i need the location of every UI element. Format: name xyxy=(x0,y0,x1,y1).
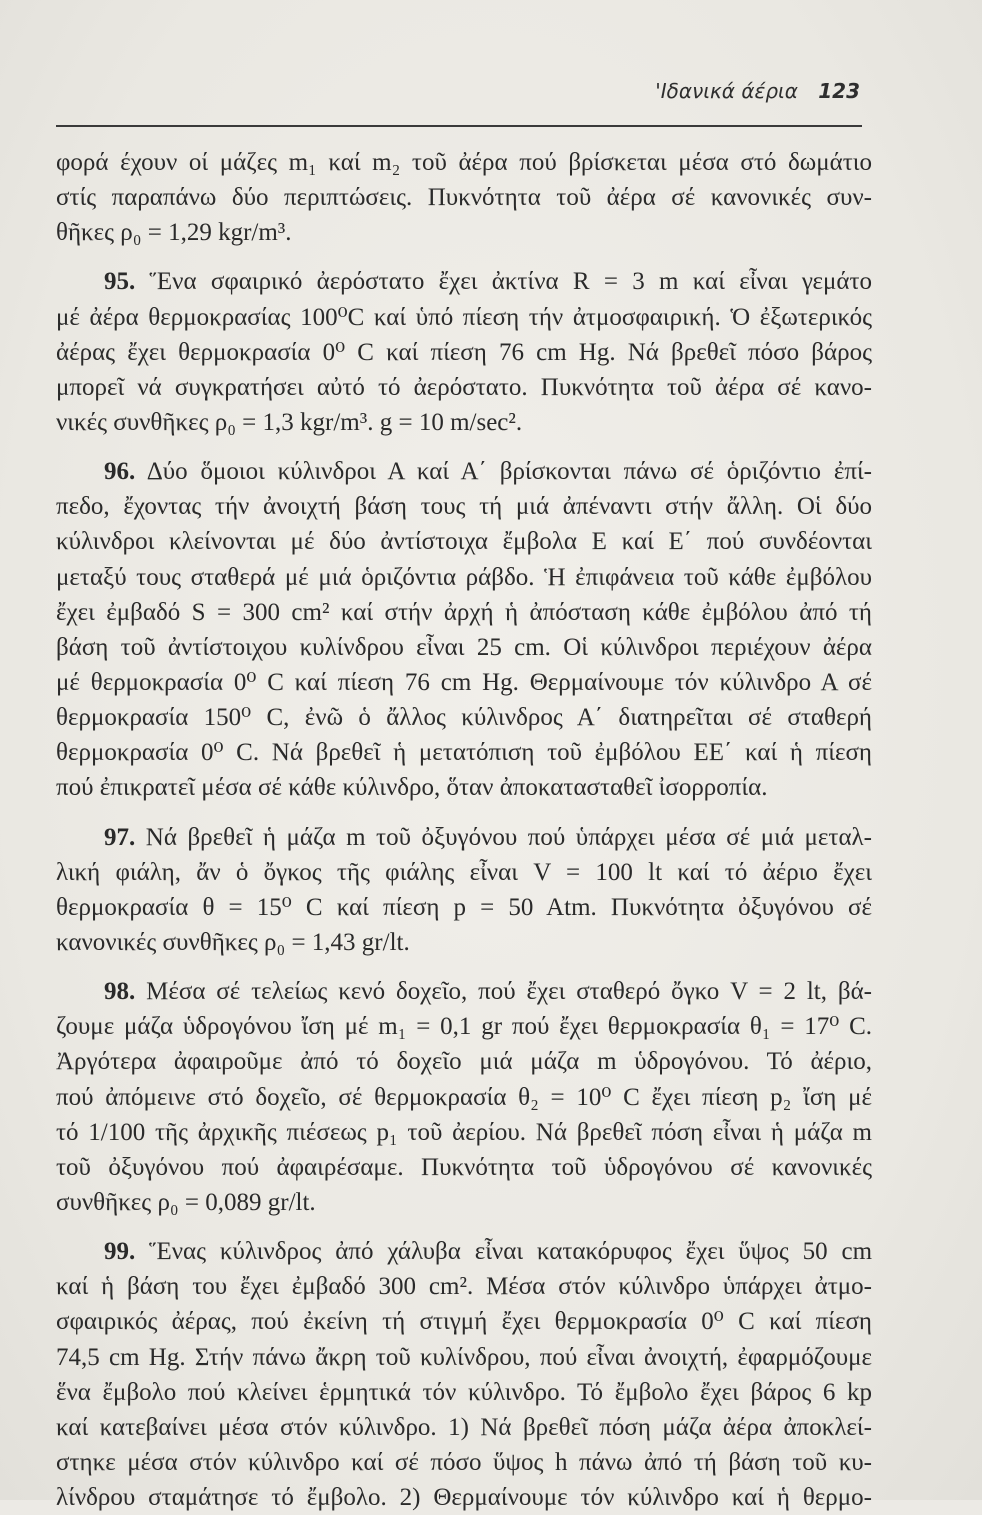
problem-99 xyxy=(56,1234,872,1515)
text-line xyxy=(56,454,872,489)
text-line: συνθῆκες ρ₀ = 0,089 gr/lt. xyxy=(56,1188,316,1216)
text-line: τοῦ ὀξυγόνου πού ἀφαιρέσαμε. Πυκνότητα τοῦ ὑδρογόνου σέ κανονικές xyxy=(56,1153,872,1181)
page-number: 123 xyxy=(818,79,860,103)
problem-97 xyxy=(56,820,872,961)
text-line: πεδο, ἔχοντας τήν ἀνοιχτή βάση τους τή μιά ἀπέναντι στήν ἄλλη. Οἱ δύο xyxy=(56,493,872,521)
text-line: 74,5 cm Hg. Στήν πάνω ἄκρη τοῦ κυλίνδρου, πού εἶναι ἀνοιχτή, ἐφαρμόζουμε xyxy=(56,1343,872,1371)
body-text xyxy=(56,145,872,1515)
text-line: θερμοκρασία 150⁰ C, ἐνῶ ὁ ἄλλος κύλινδρος Α΄ διατηρεῖται σέ σταθερή xyxy=(56,704,872,732)
text-line: ζουμε μάζα ὑδρογόνου ἴση μέ m₁ = 0,1 gr πού ἔχει θερμοκρασία θ₁ = 17⁰ C. xyxy=(56,1013,872,1041)
text-line xyxy=(56,1234,872,1269)
text-line xyxy=(56,974,872,1009)
problem-98 xyxy=(56,974,872,1220)
text-line: μέ θερμοκρασία 0⁰ C καί πίεση 76 cm Hg. Θερμαίνουμε τόν κύλινδρο Α σέ xyxy=(56,668,872,696)
text-line-content: Δύο ὅμοιοι κύλινδροι Α καί Α΄ βρίσκονται πάνω σέ ὁριζόντιο ἐπί- xyxy=(146,458,872,486)
text-line: μέ ἀέρα θερμοκρασίας 100⁰C καί ὑπό πίεση τήν ἀτμοσφαιρική. Ὁ ἐξωτερικός xyxy=(56,303,872,331)
problem-number: 99. xyxy=(104,1238,136,1266)
text-line xyxy=(56,820,872,855)
text-line: θῆκες ρ₀ = 1,29 kgr/m³. xyxy=(56,219,292,247)
text-line: θερμοκρασία 0⁰ C. Νά βρεθεῖ ἡ μετατόπιση τοῦ ἐμβόλου ΕΕ΄ καί ἡ πίεση xyxy=(56,739,872,767)
text-line: μπορεῖ νά συγκρατήσει αὐτό τό ἀερόστατο. Πυκνότητα τοῦ ἀέρα σέ κανο- xyxy=(56,373,872,401)
problem-number: 97. xyxy=(104,823,136,851)
text-line: ἔχει ἐμβαδό S = 300 cm² καί στήν ἀρχή ἡ ἀπόσταση κάθε ἐμβόλου ἀπό τή xyxy=(56,598,872,626)
text-line: κύλινδροι κλείνονται μέ δύο ἀντίστοιχα ἔμβολα Ε καί Ε΄ πού συνδέονται xyxy=(56,528,872,556)
text-line: τό 1/100 τῆς ἀρχικῆς πιέσεως p₁ τοῦ ἀερίου. Νά βρεθεῖ πόση εἶναι ἡ μάζα m xyxy=(56,1118,872,1146)
text-line: Ἀργότερα ἀφαιροῦμε ἀπό τό δοχεῖο μιά μάζα m ὑδρογόνου. Τό ἀέριο, xyxy=(56,1048,872,1076)
text-line: σφαιρικός ἀέρας, πού ἐκείνη τή στιγμή ἔχει θερμοκρασία 0⁰ C καί πίεση xyxy=(56,1308,872,1336)
text-line: ἕνα ἔμβολο πού κλείνει ἑρμητικά τόν κύλινδρο. Τό ἔμβολο ἔχει βάρος 6 kp xyxy=(56,1378,872,1406)
text-line: καί ἡ βάση του ἔχει ἐμβαδό 300 cm². Μέσα στόν κύλινδρο ὑπάρχει ἀτμο- xyxy=(56,1273,872,1301)
text-line: πού ἐπικρατεῖ μέσα σέ κάθε κύλινδρο, ὅταν ἀποκατασταθεῖ ἰσορροπία. xyxy=(56,774,768,802)
problem-96 xyxy=(56,454,872,805)
text-line-content: Μέσα σέ τελείως κενό δοχεῖο, πού ἔχει σταθερό ὄγκο V = 2 lt, βά- xyxy=(146,978,872,1006)
text-line xyxy=(56,264,872,299)
text-line-content: Νά βρεθεῖ ἡ μάζα m τοῦ ὀξυγόνου πού ὑπάρχει μέσα σέ μιά μεταλ- xyxy=(145,823,872,851)
paragraph-continuation xyxy=(56,145,872,250)
text-line: φορά έχουν οί μάζες m₁ καί m₂ τοῦ ἀέρα πού βρίσκεται μέσα στό δωμάτιο xyxy=(56,149,872,176)
running-header-title: 'Ιδανικά άέρια xyxy=(655,79,798,103)
text-line: πού ἀπόμεινε στό δοχεῖο, σέ θερμοκρασία θ₂ = 10⁰ C ἔχει πίεση p₂ ἴση μέ xyxy=(56,1083,872,1111)
text-line: μεταξύ τους σταθερά μέ μιά ὁριζόντια ράβδο. Ἡ ἐπιφάνεια τοῦ κάθε ἐμβόλου xyxy=(56,563,872,591)
text-line: ἀέρας ἔχει θερμοκρασία 0⁰ C καί πίεση 76 cm Hg. Νά βρεθεῖ πόσο βάρος xyxy=(56,338,872,366)
text-line: θερμοκρασία θ = 15⁰ C καί πίεση p = 50 Atm. Πυκνότητα ὀξυγόνου σέ xyxy=(56,893,872,921)
text-line: στηκε μέσα στόν κύλινδρο καί σέ πόσο ὕψος h πάνω ἀπό τή βάση τοῦ κυ- xyxy=(56,1448,872,1476)
text-line: λική φιάλη, ἄν ὁ ὄγκος τῆς φιάλης εἶναι V = 100 lt καί τό ἀέριο ἔχει xyxy=(56,858,872,886)
header-divider xyxy=(56,125,862,127)
text-line: βάση τοῦ ἀντίστοιχου κυλίνδρου εἶναι 25 cm. Οἱ κύλινδροι περιέχουν ἀέρα xyxy=(56,633,872,661)
running-header xyxy=(60,76,860,116)
text-line: λίνδρου σταμάτησε τό ἔμβολο. 2) Θερμαίνουμε τόν κύλινδρο καί ἡ θερμο- xyxy=(56,1484,872,1512)
text-line: κανονικές συνθῆκες ρ₀ = 1,43 gr/lt. xyxy=(56,928,410,956)
text-line: στίς παραπάνω δύο περιπτώσεις. Πυκνότητα τοῦ ἀέρα σέ κανονικές συν- xyxy=(56,184,872,212)
text-line-content: Ἕνα σφαιρικό ἀερόστατο ἔχει ἀκτίνα R = 3 m καί εἶναι γεμάτο xyxy=(149,268,873,296)
problem-number: 96. xyxy=(104,458,136,486)
problem-number: 98. xyxy=(104,978,136,1006)
text-line: καί κατεβαίνει μέσα στόν κύλινδρο. 1) Νά βρεθεῖ πόση μάζα ἀέρα ἀποκλεί- xyxy=(56,1413,872,1441)
problem-95 xyxy=(56,264,872,440)
text-line: νικές συνθῆκες ρ₀ = 1,3 kgr/m³. g = 10 m/sec². xyxy=(56,408,523,436)
problem-number: 95. xyxy=(104,268,136,296)
text-line-content: Ἕνας κύλινδρος ἀπό χάλυβα εἶναι κατακόρυφος ἔχει ὕψος 50 cm xyxy=(149,1238,873,1266)
